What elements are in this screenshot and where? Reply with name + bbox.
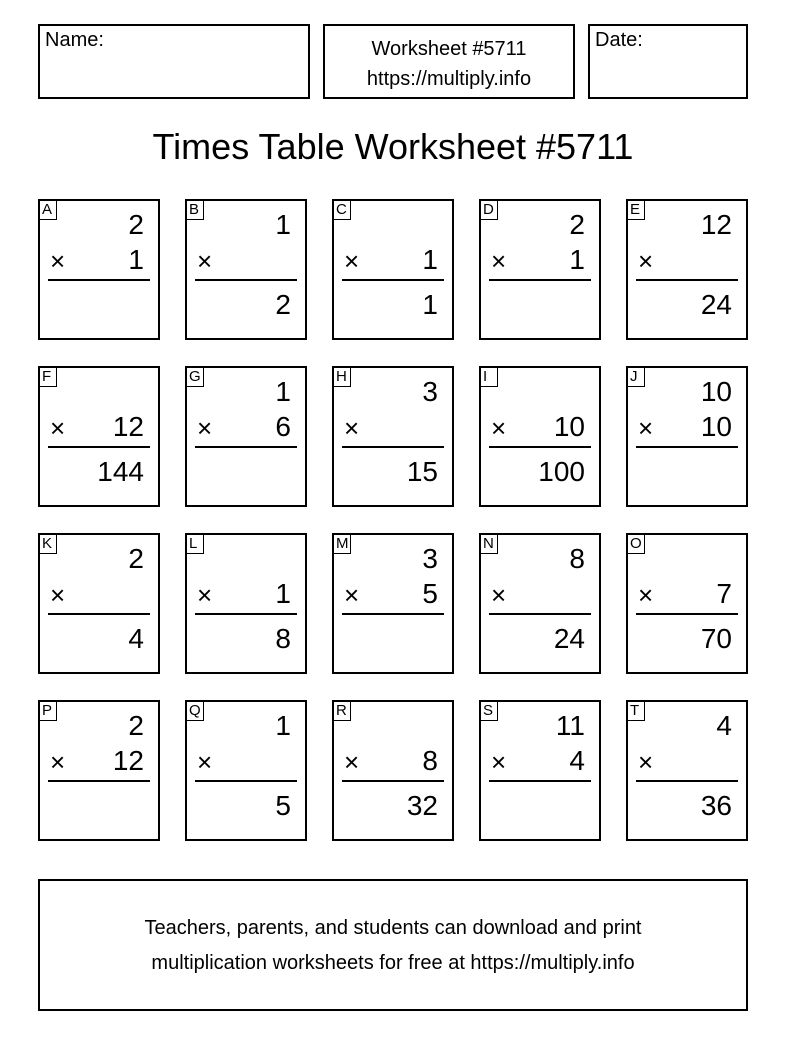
- problem-t: [626, 700, 748, 841]
- problem-letter: D: [480, 200, 498, 220]
- problem-r: [332, 700, 454, 841]
- multiplier: 10: [700, 411, 732, 442]
- answer-rule: [489, 780, 591, 782]
- problem-q: [185, 700, 307, 841]
- multiplier: 1: [275, 578, 291, 609]
- times-sign: ×: [344, 580, 360, 610]
- multiplicand: 2: [128, 543, 144, 574]
- problem-l: [185, 533, 307, 674]
- times-sign: ×: [197, 246, 213, 276]
- problem-h: [332, 366, 454, 507]
- problem-s: [479, 700, 601, 841]
- product: 100: [538, 456, 585, 487]
- answer-rule: [489, 613, 591, 615]
- problem-o: [626, 533, 748, 674]
- problem-letter: B: [186, 200, 204, 220]
- times-sign: ×: [638, 413, 654, 443]
- multiplicand: 1: [275, 376, 291, 407]
- multiplier: 4: [569, 745, 585, 776]
- product: 15: [406, 456, 438, 487]
- answer-rule: [48, 780, 150, 782]
- worksheet-url: https://multiply.info: [366, 68, 532, 90]
- problem-a: [38, 199, 160, 340]
- problem-letter: M: [333, 534, 351, 554]
- times-sign: ×: [344, 413, 360, 443]
- times-sign: ×: [344, 747, 360, 777]
- product: 144: [97, 456, 144, 487]
- problem-letter: P: [39, 701, 57, 721]
- times-sign: ×: [491, 747, 507, 777]
- problem-letter: C: [333, 200, 351, 220]
- times-sign: ×: [638, 580, 654, 610]
- answer-rule: [195, 446, 297, 448]
- date-field-box: [588, 24, 748, 99]
- problem-j: [626, 366, 748, 507]
- footer-box: [38, 879, 748, 1011]
- problem-letter: Q: [186, 701, 204, 721]
- multiplicand: 4: [716, 710, 732, 741]
- answer-rule: [636, 780, 738, 782]
- product: 24: [700, 289, 732, 320]
- multiplier: 12: [112, 745, 144, 776]
- times-sign: ×: [50, 246, 66, 276]
- name-field-box: [38, 24, 310, 99]
- problem-k: [38, 533, 160, 674]
- product: 1: [422, 289, 438, 320]
- problem-letter: O: [627, 534, 645, 554]
- multiplier: 1: [569, 244, 585, 275]
- name-label: Name:: [45, 29, 104, 51]
- multiplicand: 10: [700, 376, 732, 407]
- times-sign: ×: [197, 580, 213, 610]
- product: 4: [128, 623, 144, 654]
- times-sign: ×: [197, 413, 213, 443]
- multiplicand: 1: [275, 209, 291, 240]
- problem-letter: T: [627, 701, 645, 721]
- multiplicand: 11: [555, 710, 585, 741]
- product: 2: [275, 289, 291, 320]
- answer-rule: [195, 613, 297, 615]
- multiplicand: 2: [569, 209, 585, 240]
- problem-d: [479, 199, 601, 340]
- problem-letter: H: [333, 367, 351, 387]
- problem-p: [38, 700, 160, 841]
- multiplicand: 3: [422, 376, 438, 407]
- times-sign: ×: [344, 246, 360, 276]
- problem-letter: G: [186, 367, 204, 387]
- answer-rule: [636, 279, 738, 281]
- times-sign: ×: [50, 747, 66, 777]
- times-sign: ×: [491, 413, 507, 443]
- multiplier: 10: [553, 411, 585, 442]
- problem-letter: I: [480, 367, 498, 387]
- times-sign: ×: [491, 580, 507, 610]
- problem-letter: S: [480, 701, 498, 721]
- problem-letter: A: [39, 200, 57, 220]
- times-sign: ×: [50, 413, 66, 443]
- answer-rule: [48, 279, 150, 281]
- problem-n: [479, 533, 601, 674]
- multiplicand: 3: [422, 543, 438, 574]
- problem-e: [626, 199, 748, 340]
- multiplicand: 2: [128, 209, 144, 240]
- answer-rule: [636, 613, 738, 615]
- answer-rule: [195, 279, 297, 281]
- multiplier: 1: [422, 244, 438, 275]
- problem-letter: J: [627, 367, 645, 387]
- answer-rule: [48, 613, 150, 615]
- problem-letter: L: [186, 534, 204, 554]
- multiplier: 7: [716, 578, 732, 609]
- product: 32: [406, 790, 438, 821]
- multiplicand: 2: [128, 710, 144, 741]
- product: 5: [275, 790, 291, 821]
- answer-rule: [48, 446, 150, 448]
- problem-b: [185, 199, 307, 340]
- answer-rule: [489, 446, 591, 448]
- multiplicand: 12: [700, 209, 732, 240]
- multiplicand: 1: [275, 710, 291, 741]
- times-sign: ×: [50, 580, 66, 610]
- problem-f: [38, 366, 160, 507]
- answer-rule: [489, 279, 591, 281]
- product: 70: [700, 623, 732, 654]
- multiplier: 1: [128, 244, 144, 275]
- footer-line-2: multiplication worksheets for free at https://multiply.info: [151, 952, 635, 974]
- answer-rule: [636, 446, 738, 448]
- problem-m: [332, 533, 454, 674]
- answer-rule: [342, 780, 444, 782]
- problem-i: [479, 366, 601, 507]
- problem-letter: F: [39, 367, 57, 387]
- footer-line-1: Teachers, parents, and students can download and print: [144, 917, 642, 939]
- multiplicand: 8: [569, 543, 585, 574]
- answer-rule: [342, 279, 444, 281]
- problem-letter: E: [627, 200, 645, 220]
- answer-rule: [342, 446, 444, 448]
- multiplier: 12: [112, 411, 144, 442]
- multiplier: 8: [422, 745, 438, 776]
- page-title: Times Table Worksheet #5711: [152, 126, 634, 167]
- product: 24: [553, 623, 585, 654]
- product: 36: [700, 790, 732, 821]
- problem-letter: N: [480, 534, 498, 554]
- date-label: Date:: [595, 29, 643, 51]
- multiplier: 6: [275, 411, 291, 442]
- worksheet-number: Worksheet #5711: [371, 38, 527, 60]
- answer-rule: [342, 613, 444, 615]
- problem-letter: R: [333, 701, 351, 721]
- times-sign: ×: [638, 246, 654, 276]
- answer-rule: [195, 780, 297, 782]
- problem-g: [185, 366, 307, 507]
- worksheet-info-box: [323, 24, 575, 99]
- problem-c: [332, 199, 454, 340]
- problem-letter: K: [39, 534, 57, 554]
- multiplier: 5: [422, 578, 438, 609]
- times-sign: ×: [638, 747, 654, 777]
- product: 8: [275, 623, 291, 654]
- times-sign: ×: [197, 747, 213, 777]
- times-sign: ×: [491, 246, 507, 276]
